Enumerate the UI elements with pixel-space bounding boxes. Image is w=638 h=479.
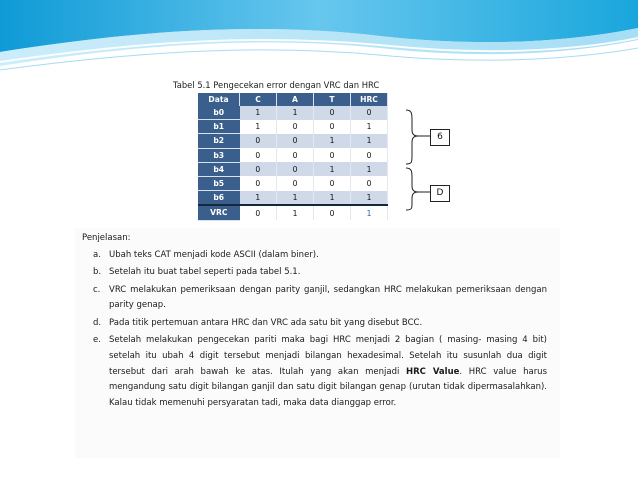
parity-table bbox=[198, 93, 388, 221]
cell: 0 bbox=[277, 120, 314, 134]
table-caption: Tabel 5.1 Pengecekan error dengan VRC dan HRC bbox=[173, 80, 380, 90]
cell: 1 bbox=[314, 162, 351, 176]
group-label-lower: D bbox=[430, 185, 450, 202]
header-data: Data bbox=[198, 93, 240, 106]
cell: 0 bbox=[240, 148, 277, 162]
cell: 1 bbox=[314, 134, 351, 148]
explanation-heading: Penjelasan: bbox=[82, 233, 131, 243]
cell: 1 bbox=[314, 191, 351, 206]
list-text: Pada titik pertemuan antara HRC dan VRC ada satu bit yang disebut BCC. bbox=[109, 317, 423, 328]
cell: 0 bbox=[314, 120, 351, 134]
cell: 1 bbox=[351, 134, 388, 148]
cell-bcc: 1 bbox=[351, 205, 388, 220]
cell: 0 bbox=[314, 176, 351, 190]
explanation-list bbox=[82, 248, 547, 412]
cell: 1 bbox=[351, 191, 388, 206]
cell: 0 bbox=[240, 162, 277, 176]
table-header-row bbox=[198, 93, 388, 106]
row-label: b4 bbox=[198, 162, 240, 176]
cell: 0 bbox=[240, 134, 277, 148]
cell: 1 bbox=[351, 120, 388, 134]
table-row bbox=[198, 191, 388, 206]
cell: 0 bbox=[240, 176, 277, 190]
cell: 1 bbox=[240, 120, 277, 134]
header-c: C bbox=[240, 93, 277, 106]
cell: 1 bbox=[277, 106, 314, 120]
list-text: Setelah itu buat tabel seperti pada tabel 5.1. bbox=[109, 267, 301, 278]
table-row bbox=[198, 106, 388, 120]
row-label: b1 bbox=[198, 120, 240, 134]
table-row-vrc bbox=[198, 205, 388, 220]
row-label: b0 bbox=[198, 106, 240, 120]
header-hrc: HRC bbox=[351, 93, 388, 106]
row-label: b3 bbox=[198, 148, 240, 162]
table-row bbox=[198, 176, 388, 190]
cell: 0 bbox=[351, 176, 388, 190]
explanation-section bbox=[82, 233, 547, 413]
list-item bbox=[82, 265, 547, 281]
cell: 0 bbox=[277, 176, 314, 190]
cell: 0 bbox=[277, 148, 314, 162]
list-item bbox=[82, 283, 547, 315]
cell: 1 bbox=[277, 191, 314, 206]
list-marker: e. bbox=[93, 334, 101, 345]
list-marker: b. bbox=[93, 267, 102, 278]
cell: 1 bbox=[277, 205, 314, 220]
list-marker: c. bbox=[93, 284, 101, 295]
table-row bbox=[198, 120, 388, 134]
list-item bbox=[82, 248, 547, 264]
cell: 0 bbox=[277, 134, 314, 148]
header-a: A bbox=[277, 93, 314, 106]
cell: 1 bbox=[240, 191, 277, 206]
cell: 0 bbox=[277, 162, 314, 176]
cell: 1 bbox=[240, 106, 277, 120]
cell: 0 bbox=[351, 106, 388, 120]
list-marker: a. bbox=[93, 250, 101, 260]
list-text: . HRC value harus mengandung satu digit bilangan ganjil dan satu digit bilangan genap (urutan tidak dipermasalahkan). Kalau tidak memenuhi persyaratan tadi, maka data dianggap error. bbox=[109, 366, 547, 409]
list-text: Setelah melakukan pengecekan pariti maka bagi HRC menjadi 2 bagian ( masing- masing 4 bit) setelah itu ubah 4 digit tersebut menjadi bilangan hexadesimal. Setelah itu susunlah dua digit tersebut dari arah bawah ke atas. Itulah yang akan menjadi bbox=[109, 334, 547, 377]
table-row bbox=[198, 162, 388, 176]
list-item bbox=[82, 333, 547, 412]
decorative-wave-header bbox=[0, 0, 638, 80]
cell: 1 bbox=[351, 162, 388, 176]
row-label: b6 bbox=[198, 191, 240, 206]
hrc-value-term: HRC Value bbox=[406, 366, 460, 377]
list-item bbox=[82, 316, 547, 332]
list-text: Ubah teks CAT menjadi kode ASCII (dalam biner). bbox=[109, 250, 319, 260]
cell: 0 bbox=[351, 148, 388, 162]
row-label: VRC bbox=[198, 205, 240, 220]
cell: 0 bbox=[314, 148, 351, 162]
row-label: b2 bbox=[198, 134, 240, 148]
cell: 0 bbox=[314, 106, 351, 120]
table-row bbox=[198, 134, 388, 148]
header-t: T bbox=[314, 93, 351, 106]
list-text: VRC melakukan pemeriksaan dengan parity ganjil, sedangkan HRC melakukan pemeriksaan dengan parity genap. bbox=[109, 284, 547, 311]
cell: 0 bbox=[240, 205, 277, 220]
cell: 0 bbox=[314, 205, 351, 220]
list-marker: d. bbox=[93, 317, 102, 328]
table-row bbox=[198, 148, 388, 162]
group-label-upper: 6 bbox=[430, 129, 450, 146]
row-label: b5 bbox=[198, 176, 240, 190]
